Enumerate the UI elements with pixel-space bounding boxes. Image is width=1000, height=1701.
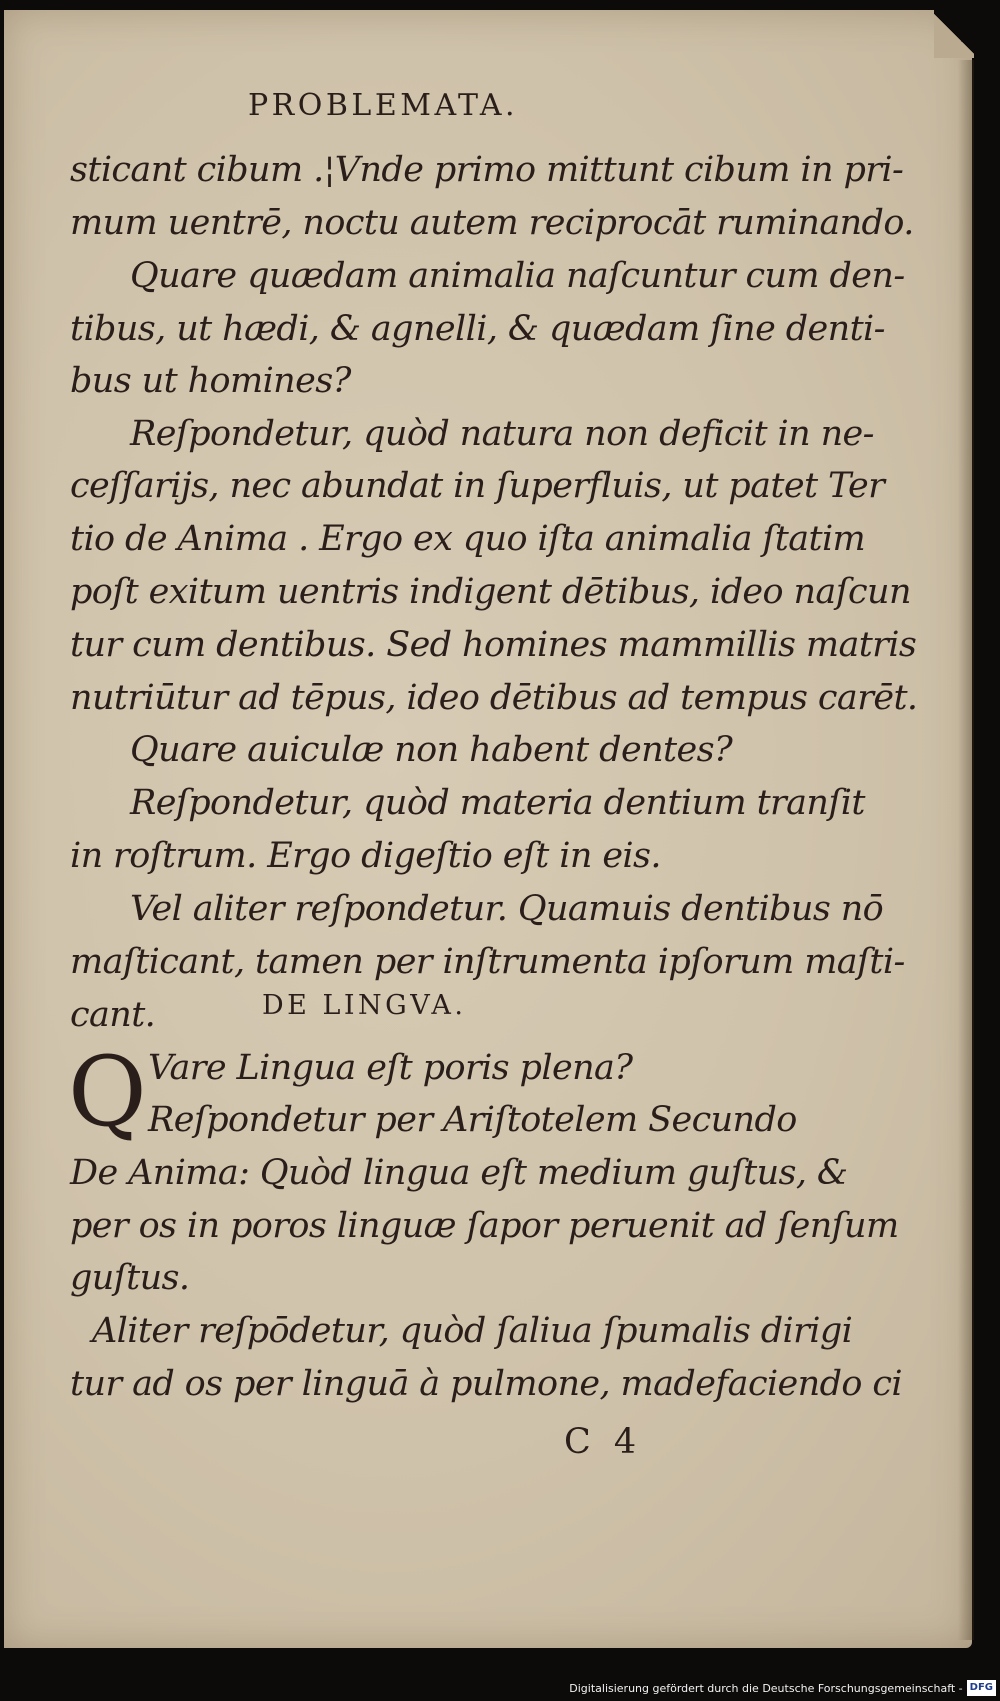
- text-line: tio de Anima . Ergo ex quo iſta animalia ſtatim: [70, 519, 866, 559]
- text-line: tibus, ut hædi, & agnelli, & quædam ſine denti-: [70, 309, 885, 349]
- page-edge-shadow: [958, 60, 974, 1640]
- text-line: tur ad os per linguā à pulmone, madefaciendo ci: [70, 1364, 903, 1404]
- text-line: De Anima: Quòd lingua eſt medium guſtus, &: [70, 1153, 848, 1193]
- text-line: sticant cibum .¦Vnde primo mittunt cibum in pri-: [70, 150, 904, 190]
- text-line: mum uentrē, noctu autem reciprocāt ruminando.: [70, 203, 914, 243]
- text-line: in roſtrum. Ergo digeſtio eſt in eis.: [70, 836, 661, 876]
- running-header: PROBLEMATA.: [248, 88, 519, 123]
- text-line: bus ut homines?: [70, 361, 351, 401]
- text-line: poſt exitum uentris indigent dētibus, ideo naſcun: [70, 572, 911, 612]
- credit-text: Digitalisierung gefördert durch die Deutsche Forschungsgemeinschaft -: [569, 1681, 963, 1695]
- signature-mark: C 4: [564, 1422, 643, 1462]
- text-line: Reſpondetur per Ariſtotelem Secundo: [148, 1100, 797, 1140]
- text-line: tur cum dentibus. Sed homines mammillis matris: [70, 625, 917, 665]
- text-line: nutriūtur ad tēpus, ideo dētibus ad tempus carēt.: [70, 678, 918, 718]
- drop-cap: Q: [68, 1036, 147, 1148]
- section-title: DE LINGVA.: [262, 990, 467, 1021]
- text-line: Quare auiculæ non habent dentes?: [130, 730, 733, 770]
- dfg-logo: DFG: [967, 1680, 996, 1696]
- text-line: per os in poros linguæ ſapor peruenit ad ſenſum: [70, 1206, 899, 1246]
- text-line: maſticant, tamen per inſtrumenta ipſorum maſti-: [70, 942, 905, 982]
- text-line: cant.: [70, 995, 156, 1035]
- text-line: Aliter reſpōdetur, quòd ſaliua ſpumalis dirigi: [92, 1311, 853, 1351]
- text-line: guſtus.: [70, 1258, 190, 1298]
- text-line: Vel aliter reſpondetur. Quamuis dentibus nō: [130, 889, 884, 929]
- text-line: Reſpondetur, quòd natura non deficit in ne-: [130, 414, 874, 454]
- text-line: Vare Lingua eſt poris plena?: [148, 1048, 633, 1088]
- text-line: ceſſarijs, nec abundat in ſuperfluis, ut patet Ter: [70, 466, 885, 506]
- page-corner-fold: [934, 10, 974, 58]
- text-line: Reſpondetur, quòd materia dentium tranſit: [130, 783, 865, 823]
- text-line: Quare quædam animalia naſcuntur cum den-: [130, 256, 905, 296]
- digitization-credit: [569, 1679, 996, 1697]
